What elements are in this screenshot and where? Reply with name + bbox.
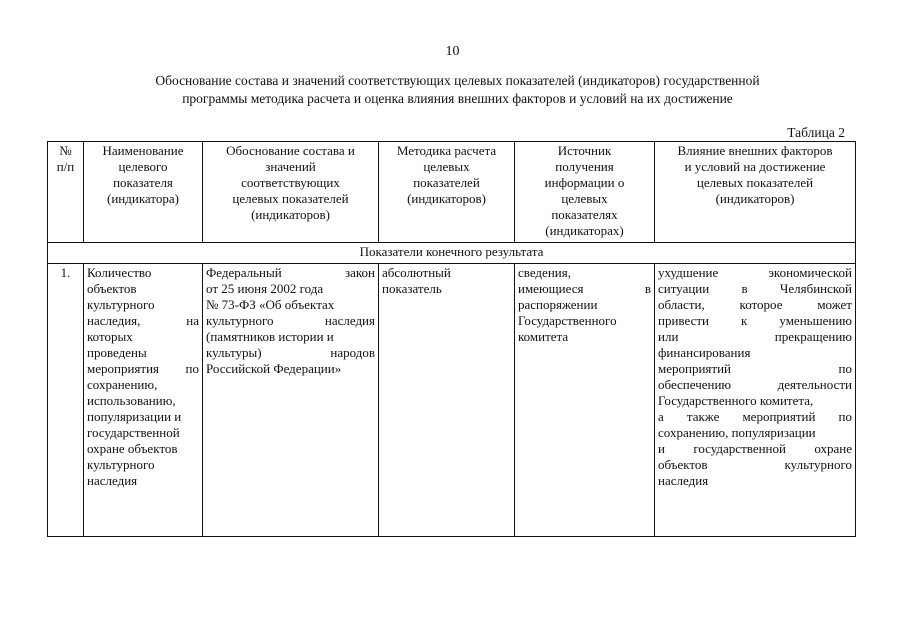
document-title-line-1: Обоснование состава и значений соответствующих целевых показателей (индикаторов) государственной: [155, 73, 760, 88]
cell-line: комитета: [518, 329, 569, 344]
header-cell-number: [48, 142, 84, 243]
cell-line: культурного наследия: [206, 313, 375, 328]
header-cell-basis: [203, 142, 379, 243]
cell-line: п/п: [56, 159, 75, 174]
cell-line: № 73-ФЗ «Об объектах: [206, 297, 335, 312]
header-cell-influence: [655, 142, 856, 243]
cell-line: мероприятий по: [658, 361, 852, 376]
cell-line: целевого: [118, 159, 168, 174]
basis-cell: [203, 264, 379, 537]
row-number: 1.: [48, 264, 84, 537]
cell-line: (индикаторов): [715, 191, 795, 206]
cell-line: финансирования: [658, 345, 751, 360]
cell-line: (памятников истории и: [206, 329, 334, 344]
cell-line: объектов культурного: [658, 457, 852, 472]
source-cell: [515, 264, 655, 537]
cell-line: объектов: [87, 281, 137, 296]
header-cell-indicator-name: [84, 142, 203, 243]
cell-line: наследия, на: [87, 313, 199, 328]
cell-line: обеспечению деятельности: [658, 377, 852, 392]
cell-line: Количество: [87, 265, 152, 280]
cell-line: наследия: [87, 473, 138, 488]
cell-line: привести к уменьшению: [658, 313, 852, 328]
cell-line: (индикатора): [107, 191, 179, 206]
cell-line: Источник: [557, 143, 612, 158]
table-row: [48, 264, 856, 537]
cell-line: ситуации в Челябинской: [658, 281, 852, 296]
cell-line: целевых: [561, 191, 608, 206]
cell-line: Государственного комитета,: [658, 393, 814, 408]
cell-line: соответствующих: [241, 175, 340, 190]
cell-line: и государственной охране: [658, 441, 852, 456]
cell-line: показатель: [382, 281, 442, 296]
cell-line: имеющиеся в: [518, 281, 651, 296]
indicator-name-cell: [84, 264, 203, 537]
cell-line: которых: [87, 329, 133, 344]
cell-line: Обоснование состава и: [226, 143, 355, 158]
cell-line: получения: [555, 159, 614, 174]
cell-line: а также мероприятий по: [658, 409, 852, 424]
cell-line: государственной: [87, 425, 180, 440]
cell-line: наследия: [658, 473, 709, 488]
cell-line: охране объектов: [87, 441, 178, 456]
cell-line: показателях: [551, 207, 618, 222]
cell-line: Наименование: [102, 143, 184, 158]
cell-line: сохранению, популяризации: [658, 425, 816, 440]
header-cell-source: [515, 142, 655, 243]
table-header-row: [48, 142, 856, 243]
cell-line: (индикаторов): [407, 191, 486, 206]
indicators-table: [47, 141, 856, 537]
table-caption: Таблица 2: [787, 125, 845, 140]
cell-line: (индикаторов): [251, 207, 330, 222]
cell-line: Государственного: [518, 313, 617, 328]
cell-line: Методика расчета: [396, 143, 497, 158]
section-row: [48, 243, 856, 264]
cell-line: значений: [265, 159, 316, 174]
cell-line: ухудшение экономической: [658, 265, 852, 280]
document-title: [60, 72, 855, 108]
cell-line: сохранению,: [87, 377, 158, 392]
cell-line: использованию,: [87, 393, 176, 408]
cell-line: целевых: [423, 159, 470, 174]
cell-line: информации о: [544, 175, 625, 190]
cell-line: Влияние внешних факторов: [677, 143, 833, 158]
influence-cell: [655, 264, 856, 537]
cell-line: и условий на достижение: [684, 159, 826, 174]
cell-line: области, которое может: [658, 297, 852, 312]
section-title: Показатели конечного результата: [48, 243, 856, 264]
cell-line: (индикаторах): [545, 223, 624, 238]
cell-line: или прекращению: [658, 329, 852, 344]
cell-line: культурного: [87, 297, 155, 312]
method-cell: [379, 264, 515, 537]
header-cell-method: [379, 142, 515, 243]
cell-line: целевых показателей: [696, 175, 814, 190]
cell-line: абсолютный: [382, 265, 451, 280]
cell-line: показателя: [113, 175, 173, 190]
cell-line: Российской Федерации»: [206, 361, 342, 376]
cell-line: культуры) народов: [206, 345, 375, 360]
cell-line: от 25 июня 2002 года: [206, 281, 324, 296]
cell-line: распоряжении: [518, 297, 598, 312]
cell-line: целевых показателей: [232, 191, 349, 206]
document-title-line-2: программы методика расчета и оценка влияния внешних факторов и условий на их достижение: [182, 91, 733, 106]
cell-line: проведены: [87, 345, 147, 360]
cell-line: сведения,: [518, 265, 571, 280]
cell-line: культурного: [87, 457, 155, 472]
cell-line: №: [59, 143, 72, 158]
cell-line: мероприятия по: [87, 361, 199, 376]
page-number: 10: [445, 44, 460, 59]
cell-line: популяризации и: [87, 409, 182, 424]
cell-line: показателей: [413, 175, 480, 190]
cell-line: Федеральный закон: [206, 265, 375, 280]
